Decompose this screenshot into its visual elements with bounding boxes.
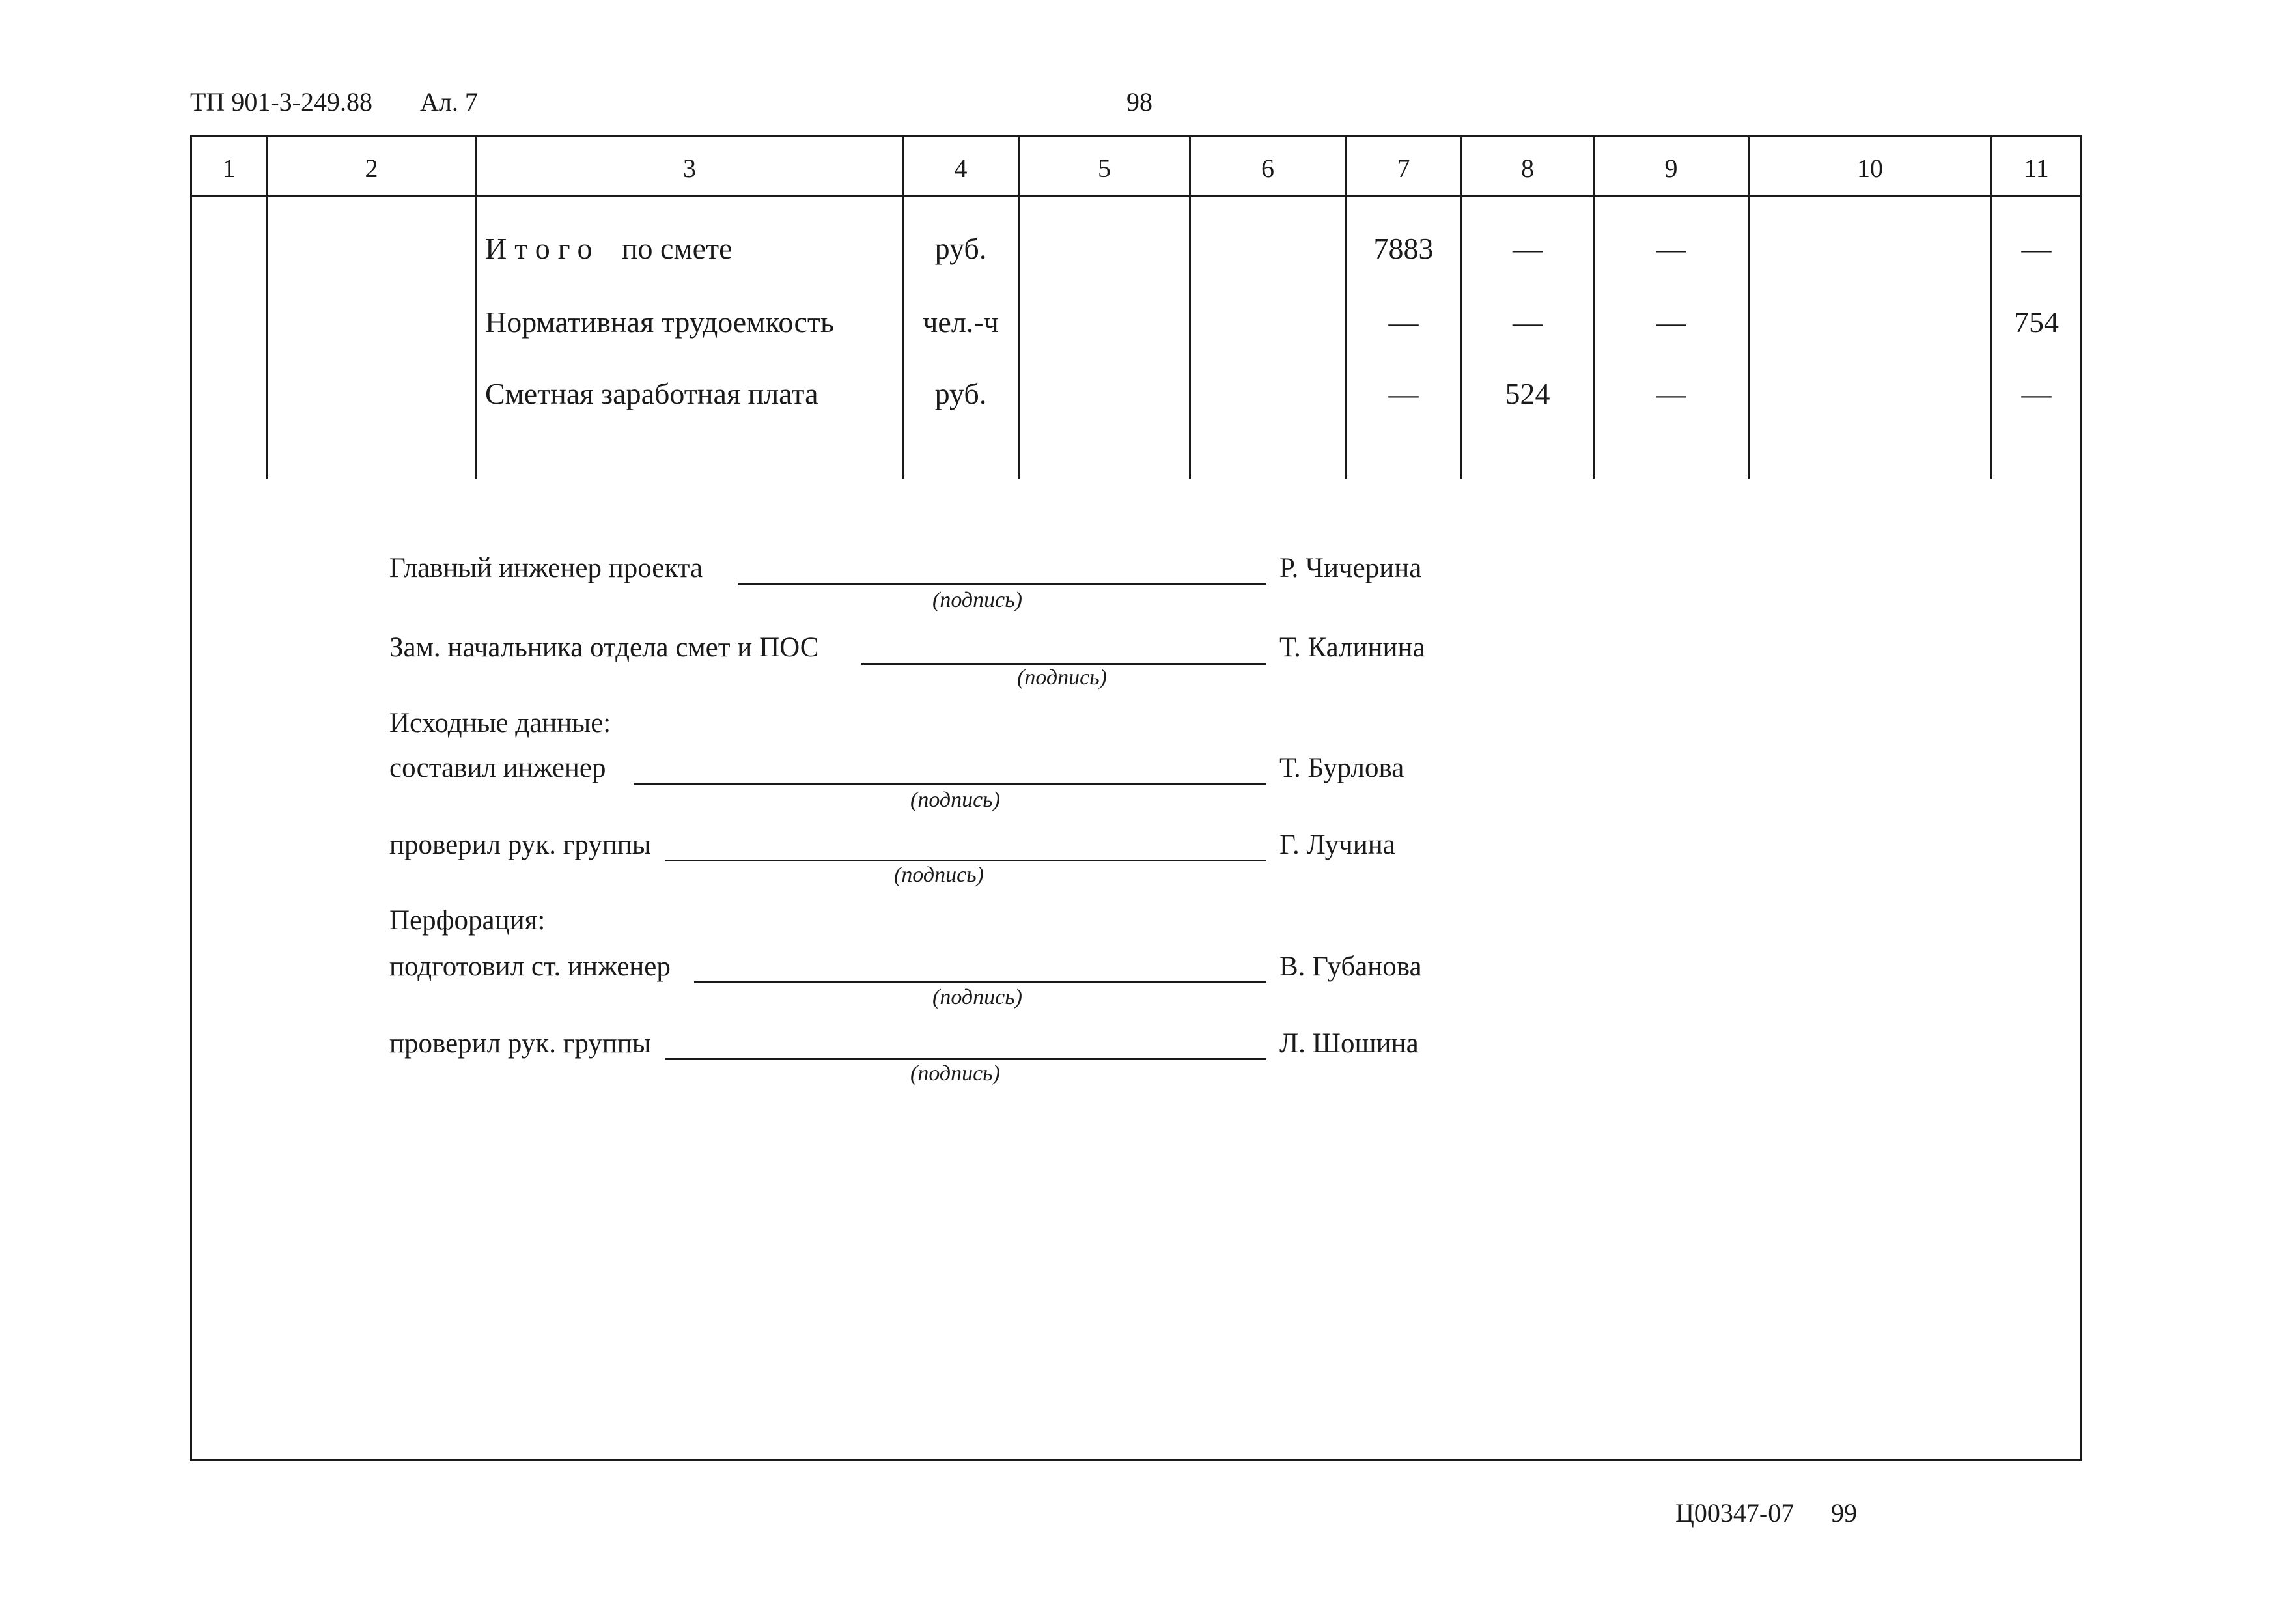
checked-by-1-name: Г. Лучина	[1279, 830, 1395, 860]
perforation-heading: Перфорация:	[389, 905, 546, 936]
prepared-by-label: подготовил ст. инженер	[389, 951, 671, 982]
column-divider	[1018, 135, 1020, 479]
column-number-11: 11	[2024, 154, 2049, 183]
compiled-by-name: Т. Бурлова	[1279, 753, 1404, 783]
column-number-8: 8	[1521, 154, 1534, 183]
chief-engineer-signature-line	[738, 583, 1266, 585]
album-number: Ал. 7	[420, 87, 478, 117]
column-divider	[1189, 135, 1191, 479]
row-labor-unit: чел.-ч	[923, 305, 999, 339]
checked-by-2-label: проверил рук. группы	[389, 1028, 651, 1059]
row-wage-col11: —	[2021, 377, 2052, 410]
header-row-divider	[190, 195, 2082, 197]
chief-engineer-name: Р. Чичерина	[1279, 553, 1422, 583]
row-labor-col11: 754	[2014, 305, 2059, 339]
row-total-col8: —	[1513, 232, 1543, 265]
prepared-by-signature-line	[694, 981, 1266, 983]
column-divider	[266, 135, 268, 479]
deputy-head-label: Зам. начальника отдела смет и ПОС	[389, 632, 819, 663]
row-wage-col7: —	[1388, 377, 1419, 410]
chief-engineer-signature-hint: (подпись)	[932, 588, 1022, 612]
compiled-by-label: составил инженер	[389, 753, 606, 783]
checked-by-2-signature-line	[665, 1058, 1266, 1060]
row-total-col7: 7883	[1373, 232, 1434, 265]
row-wage-col9: —	[1656, 377, 1686, 410]
row-total-name	[485, 231, 733, 266]
row-labor-col9: —	[1656, 305, 1686, 339]
prepared-by-signature-hint: (подпись)	[932, 985, 1022, 1009]
deputy-head-signature-line	[861, 663, 1266, 665]
checked-by-1-signature-line	[665, 860, 1266, 861]
row-total-name-rest: по смете	[621, 232, 733, 265]
checked-by-1-signature-hint: (подпись)	[894, 863, 984, 887]
column-number-4: 4	[954, 154, 968, 183]
column-number-5: 5	[1098, 154, 1111, 183]
column-number-2: 2	[365, 154, 378, 183]
deputy-head-name: Т. Калинина	[1279, 632, 1425, 663]
footer-page-number: 99	[1831, 1498, 1857, 1528]
prepared-by-name: В. Губанова	[1279, 951, 1422, 982]
column-number-10: 10	[1857, 154, 1883, 183]
row-labor-col7: —	[1388, 305, 1419, 339]
column-number-3: 3	[683, 154, 696, 183]
column-number-7: 7	[1397, 154, 1410, 183]
checked-by-1-label: проверил рук. группы	[389, 830, 651, 860]
column-divider	[475, 135, 477, 479]
source-data-heading: Исходные данные:	[389, 708, 611, 738]
row-labor-name: Нормативная трудоемкость	[485, 305, 834, 339]
chief-engineer-label: Главный инженер проекта	[389, 553, 703, 583]
table-frame	[190, 135, 2082, 1461]
page-number: 98	[1126, 87, 1152, 117]
deputy-head-signature-hint: (подпись)	[1017, 665, 1107, 690]
footer-code: Ц00347-07	[1675, 1498, 1794, 1528]
row-wage-col8: 524	[1505, 377, 1550, 410]
compiled-by-signature-hint: (подпись)	[910, 788, 1000, 812]
row-total-unit: руб.	[934, 232, 987, 265]
checked-by-2-name: Л. Шошина	[1279, 1028, 1419, 1059]
row-total-col9: —	[1656, 232, 1686, 265]
column-number-1: 1	[222, 154, 236, 183]
row-wage-unit: руб.	[934, 377, 987, 410]
row-wage-name: Сметная заработная плата	[485, 377, 818, 410]
row-labor-col8: —	[1513, 305, 1543, 339]
row-total-name-spaced: Итого	[485, 232, 600, 265]
column-number-6: 6	[1261, 154, 1274, 183]
column-number-9: 9	[1664, 154, 1678, 183]
compiled-by-signature-line	[634, 783, 1266, 785]
checked-by-2-signature-hint: (подпись)	[910, 1061, 1000, 1085]
column-divider	[1748, 135, 1750, 479]
document-code: ТП 901-3-249.88	[190, 87, 372, 117]
row-total-col11: —	[2021, 232, 2052, 265]
